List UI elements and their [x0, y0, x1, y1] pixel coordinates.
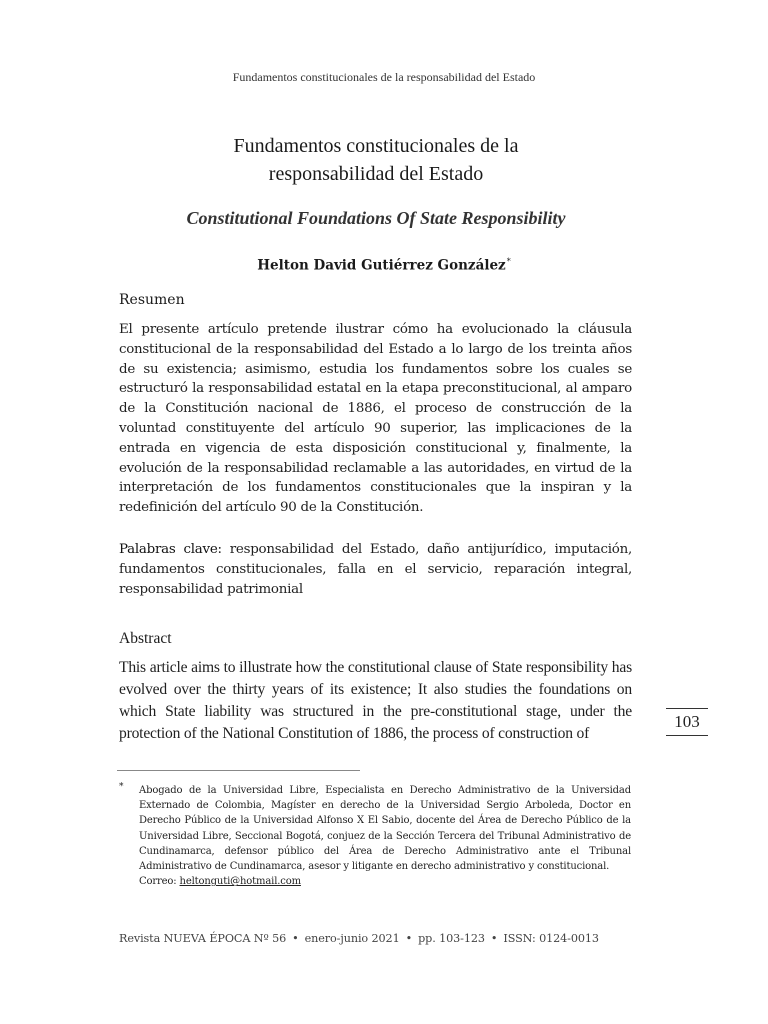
footer-separator: •: [490, 932, 498, 945]
keywords-label: Palabras clave:: [119, 542, 222, 557]
author-footnote: [139, 783, 631, 889]
resumen-body: El presente artículo pretende ilustrar cómo ha evolucionado la cláusula constitucional de la responsabilidad del Estado a lo largo de los treinta años de su existencia; asimismo, estudia los fundamentos sobre los cuales se estructuró la responsabilidad estatal en la etapa preconstitucional, al amparo de la Constitución nacional de 1886, el proceso de construcción de la voluntad constituyente del artículo 90 superior, las implicaciones de la entrada en vigencia de esta disposición constitucional y, finalmente, la evolución de la responsabilidad reclamable a las autoridades, en virtud de la interpretación de los fundamentos constitucionales que la inspiran y la redefinición del artículo 90 de la Constitución.: [119, 322, 632, 516]
article-title-line-1: Fundamentos constitucionales de la: [233, 135, 519, 157]
journal-name: Revista NUEVA ÉPOCA Nº 56: [119, 932, 287, 945]
author-line: [0, 257, 768, 274]
journal-pages: pp. 103-123: [418, 932, 485, 945]
running-header: Fundamentos constitucionales de la responsabilidad del Estado: [232, 70, 536, 84]
keywords-text: responsabilidad del Estado, daño antijurídico, imputación, fundamentos constitucionales, falla en el servicio, reparación integral, responsabilidad patrimonial: [119, 542, 633, 597]
abstract-heading: Abstract: [119, 630, 172, 647]
footer-separator: •: [292, 932, 299, 945]
footnote-email-label: Correo:: [139, 876, 177, 888]
footnote-email-link[interactable]: heltonguti@hotmail.com: [179, 876, 301, 888]
footnote-marker: *: [119, 782, 124, 792]
article-subtitle: Constitutional Foundations Of State Responsibility: [186, 208, 566, 228]
article-title: [120, 132, 632, 188]
article-title-line-2: responsabilidad del Estado: [268, 163, 484, 185]
resumen-heading: Resumen: [119, 292, 185, 308]
journal-footer: [119, 932, 599, 945]
page-number: 103: [666, 708, 708, 736]
footnote-divider: [117, 770, 360, 771]
keywords-paragraph: [119, 540, 632, 599]
footnote-text: Abogado de la Universidad Libre, Especialista en Derecho Administrativo de la Universidad Externado de Colombia, Magíster en derecho de la Universidad Sergio Arboleda, Doctor en Derecho Público de la Universidad Alfonso X El Sabio, docente del Área de Derecho Público de la Universidad Libre, Seccional Bogotá, conjuez de la Sección Tercera del Tribunal Administrativo de Cundinamarca, defensor público del Área de Derecho Administrativo ante el Tribunal Administrativo de Cundinamarca, asesor y litigante en derecho administrativo y constitucional.: [139, 785, 631, 873]
journal-issn: ISSN: 0124-0013: [503, 932, 599, 945]
journal-period: enero-junio 2021: [304, 932, 400, 945]
abstract-body: This article aims to illustrate how the constitutional clause of State responsibility has evolved over the thirty years of its existence; It also studies the foundations on which State liability was structured in the pre-constitutional stage, under the protection of the National Constitution of 1886, the process of construction of: [119, 659, 632, 742]
author-footnote-mark: *: [506, 257, 511, 266]
author-name: Helton David Gutiérrez González: [257, 257, 506, 274]
footer-separator: •: [405, 932, 413, 945]
